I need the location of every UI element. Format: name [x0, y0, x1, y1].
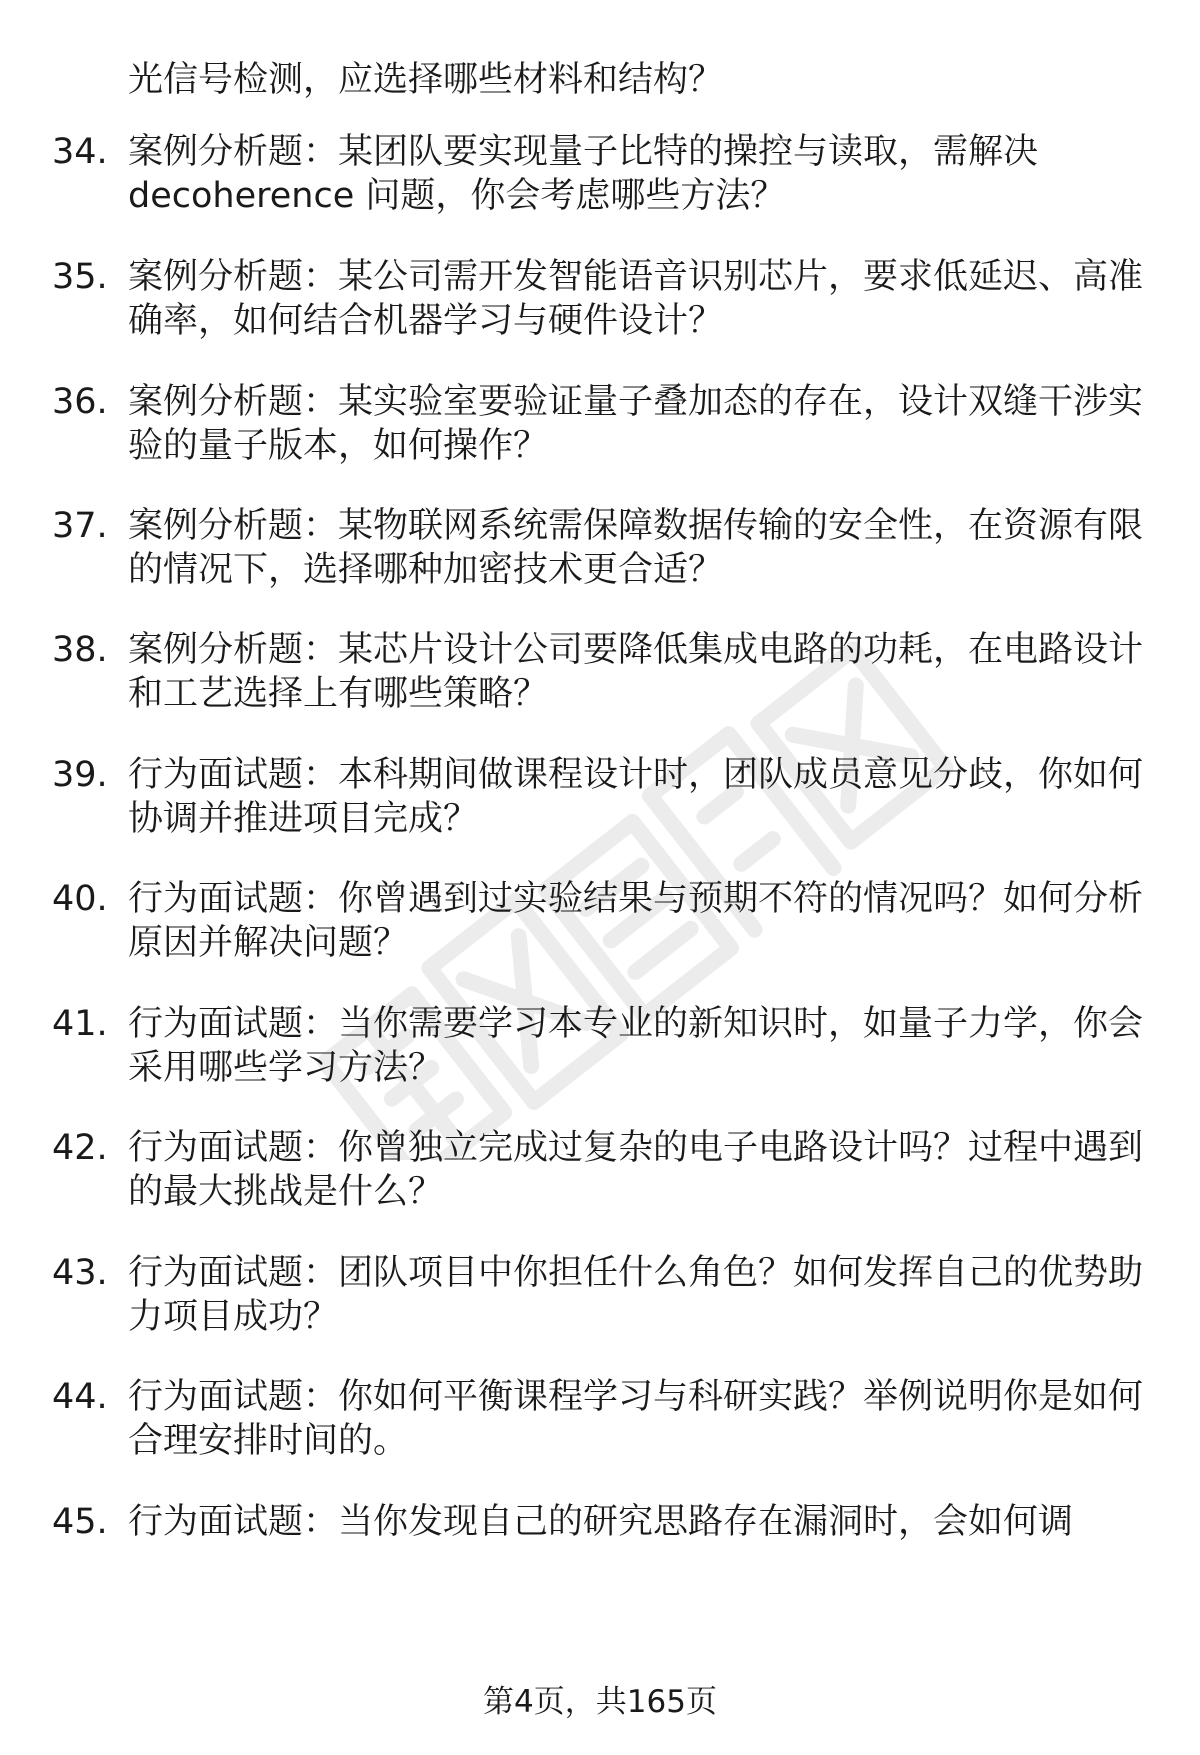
- question-item-37: [52, 504, 1147, 592]
- question-item-45: [52, 1500, 1147, 1544]
- question-number: 36.: [52, 382, 108, 422]
- question-number: 35.: [52, 257, 108, 297]
- question-number: 34.: [52, 132, 108, 172]
- question-text: 行为面试题：你如何平衡课程学习与科研实践？举例说明你是如何合理安排时间的。: [128, 1377, 1144, 1461]
- question-number: 37.: [52, 506, 108, 546]
- question-item-35: [52, 255, 1147, 343]
- question-item-38: [52, 628, 1147, 716]
- question-number: 39.: [52, 755, 108, 795]
- question-number: 45.: [52, 1502, 108, 1542]
- question-text: 行为面试题：你曾独立完成过复杂的电子电路设计吗？过程中遇到的最大挑战是什么？: [128, 1128, 1144, 1212]
- question-item-36: [52, 380, 1147, 468]
- question-item-40: [52, 877, 1147, 965]
- question-text: 案例分析题：某团队要实现量子比特的操控与读取，需解决 decoherence 问题，你会考虑哪些方法？: [128, 132, 1039, 216]
- question-text: 案例分析题：某芯片设计公司要降低集成电路的功耗，在电路设计和工艺选择上有哪些策略？: [128, 630, 1144, 714]
- question-text: 行为面试题：你曾遇到过实验结果与预期不符的情况吗？如何分析原因并解决问题？: [128, 879, 1144, 963]
- question-number: 41.: [52, 1004, 108, 1044]
- question-item-43: [52, 1251, 1147, 1339]
- question-number: 44.: [52, 1377, 108, 1417]
- question-text: 案例分析题：某物联网系统需保障数据传输的安全性，在资源有限的情况下，选择哪种加密技术更合适？: [128, 506, 1144, 590]
- page-footer: 第4页，共165页: [483, 1684, 717, 1720]
- question-item-39: [52, 753, 1147, 841]
- question-item-42: [52, 1126, 1147, 1214]
- question-text: 行为面试题：本科期间做课程设计时，团队成员意见分歧，你如何协调并推进项目完成？: [128, 755, 1144, 839]
- question-text: 案例分析题：某实验室要验证量子叠加态的存在，设计双缝干涉实验的量子版本，如何操作？: [128, 382, 1144, 466]
- continuation-text: 光信号检测，应选择哪些材料和结构？: [128, 60, 724, 100]
- question-number: 42.: [52, 1128, 108, 1168]
- question-text: 行为面试题：当你发现自己的研究思路存在漏洞时，会如何调: [128, 1502, 1074, 1542]
- question-item-34: [52, 130, 1147, 218]
- question-text: 案例分析题：某公司需开发智能语音识别芯片，要求低延迟、高准确率，如何结合机器学习与硬件设计？: [128, 257, 1144, 341]
- question-number: 38.: [52, 630, 108, 670]
- question-text: 行为面试题：当你需要学习本专业的新知识时，如量子力学，你会采用哪些学习方法？: [128, 1004, 1144, 1088]
- question-number: 40.: [52, 879, 108, 919]
- question-item-44: [52, 1375, 1147, 1463]
- question-number: 43.: [52, 1253, 108, 1293]
- question-item-41: [52, 1002, 1147, 1090]
- question-text: 行为面试题：团队项目中你担任什么角色？如何发挥自己的优势助力项目成功？: [128, 1253, 1144, 1337]
